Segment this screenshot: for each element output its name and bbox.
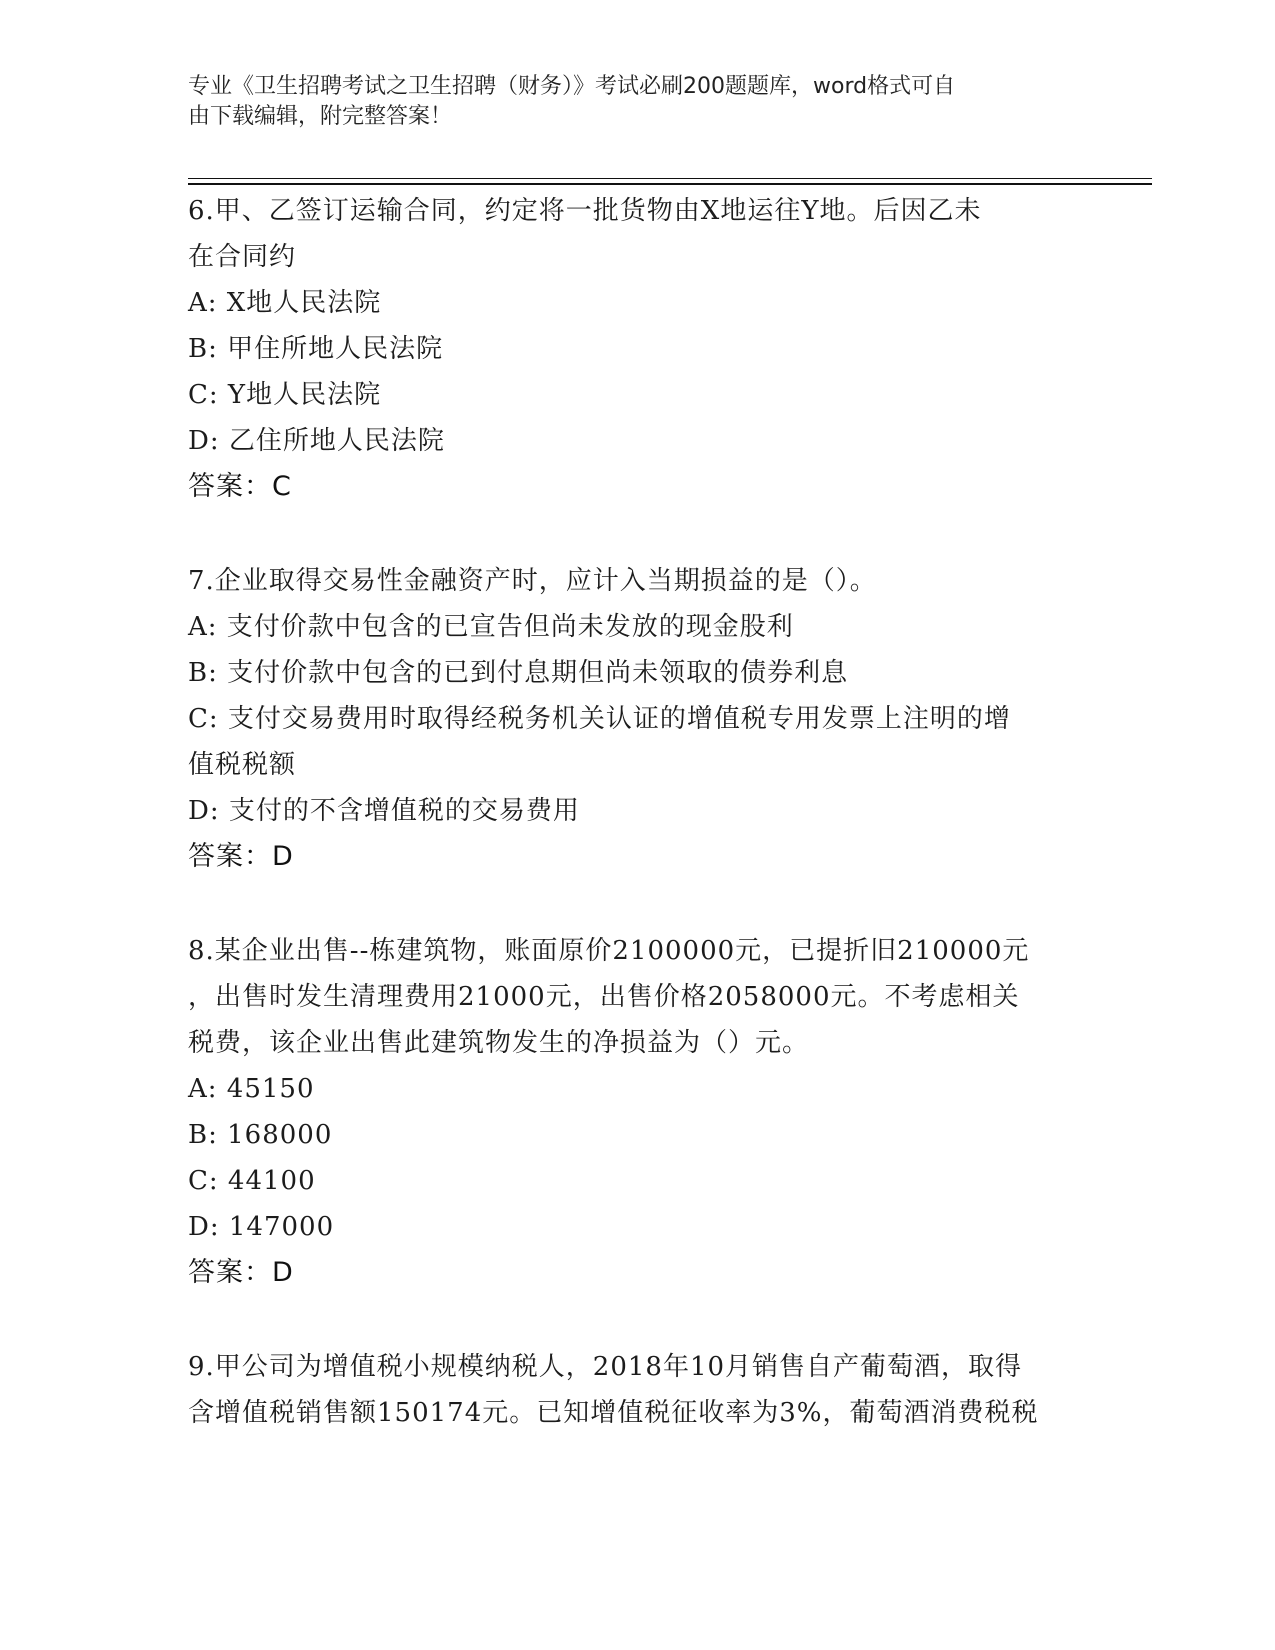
option-d: D: 乙住所地人民法院 (188, 426, 445, 456)
option-d: D: 支付的不含增值税的交易费用 (188, 796, 580, 826)
question-stem-line: ，出售时发生清理费用21000元，出售价格2058000元。不考虑相关 (188, 982, 1020, 1012)
question-8 (188, 928, 1088, 1296)
option-b: B: 支付价款中包含的已到付息期但尚未领取的债券利息 (188, 658, 849, 688)
question-list (188, 188, 1088, 1484)
header-divider-thin (188, 178, 1152, 179)
option-c: C: 支付交易费用时取得经税务机关认证的增值税专用发票上注明的增 (188, 704, 1011, 734)
document-header (188, 72, 1068, 132)
question-stem-line: 7.企业取得交易性金融资产时，应计入当期损益的是（）。 (188, 566, 877, 596)
header-line-2: 由下载编辑，附完整答案！ (188, 104, 453, 129)
option-c: C: Y地人民法院 (188, 380, 382, 410)
option-b: B: 甲住所地人民法院 (188, 334, 444, 364)
answer-label: 答案：C (188, 471, 292, 502)
option-c-continued: 值税税额 (188, 750, 297, 780)
header-line-1: 专业《卫生招聘考试之卫生招聘（财务）》考试必刷200题题库，word格式可自 (188, 74, 956, 99)
question-stem-line: 在合同约 (188, 242, 297, 272)
question-6 (188, 188, 1088, 510)
question-stem-line: 6.甲、乙签订运输合同，约定将一批货物由X地运往Y地。后因乙未 (188, 196, 982, 226)
question-stem-line: 8.某企业出售--栋建筑物，账面原价2100000元，已提折旧210000元 (188, 936, 1030, 966)
question-stem-line: 9.甲公司为增值税小规模纳税人，2018年10月销售自产葡萄酒，取得 (188, 1352, 1023, 1382)
question-stem-line: 含增值税销售额150174元。已知增值税征收率为3%，葡萄酒消费税税 (188, 1398, 1039, 1428)
question-9 (188, 1344, 1088, 1436)
option-a: A: 支付价款中包含的已宣告但尚未发放的现金股利 (188, 612, 794, 642)
option-c: C: 44100 (188, 1166, 316, 1196)
header-divider-thick (188, 183, 1152, 185)
question-stem-line: 税费，该企业出售此建筑物发生的净损益为（）元。 (188, 1028, 810, 1058)
answer-label: 答案：D (188, 1257, 294, 1288)
option-a: A: 45150 (188, 1074, 315, 1104)
answer-label: 答案：D (188, 841, 294, 872)
question-7 (188, 558, 1088, 880)
option-b: B: 168000 (188, 1120, 333, 1150)
option-a: A: X地人民法院 (188, 288, 382, 318)
option-d: D: 147000 (188, 1212, 335, 1242)
